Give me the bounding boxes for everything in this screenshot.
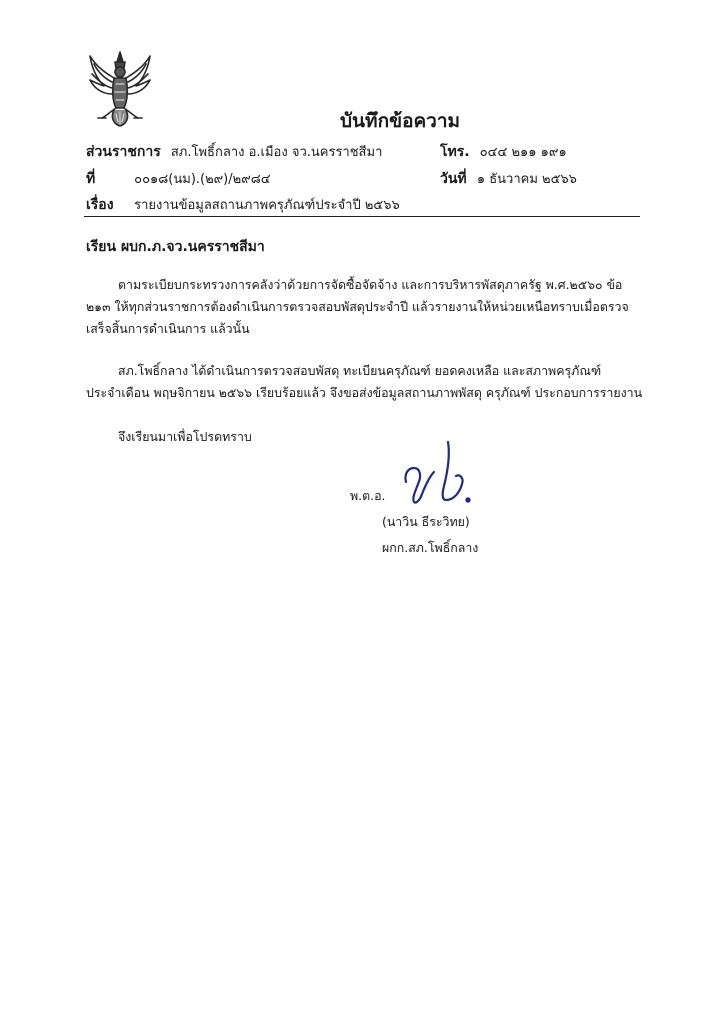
paragraph-1-line-1-text: ตามระเบียบกระทรวงการคลังว่าด้วยการจัดซื้อจัดจ้าง และการบริหารพัสดุภาครัฐ พ.ศ.๒๕๖๐ ข้อ: [118, 277, 623, 292]
reference-value: ๐๐๑๘(นม).(๒๙)/๒๙๘๔: [134, 172, 271, 187]
subject-row: [86, 194, 400, 216]
paragraph-1-line-2: ๒๑๓ ให้ทุกส่วนราชการต้องดำเนินการตรวจสอบพัสดุประจำปี แล้วรายงานให้หน่วยเหนือทราบเมื่อตรวจ: [86, 299, 629, 314]
paragraph-2-line-1: [86, 360, 638, 382]
memo-title: บันทึกข้อความ: [340, 110, 461, 132]
salutation: เรียน ผบก.ภ.จว.นครราชสีมา: [86, 239, 265, 255]
subject-label: เรื่อง: [86, 197, 114, 213]
paragraph-1-line-3: เสร็จสิ้นการดำเนินการ แล้วนั้น: [86, 321, 250, 336]
date-value: ๑ ธันวาคม ๒๕๖๖: [476, 172, 577, 187]
paragraph-1-line-1: [86, 274, 638, 296]
signatory-position: ผกก.สภ.โพธิ์กลาง: [382, 540, 479, 555]
signatory-rank: พ.ต.อ.: [350, 488, 386, 503]
header-divider: [84, 216, 640, 217]
paragraph-2-line-2: ประจำเดือน พฤษจิกายน ๒๕๖๖ เรียบร้อยแล้ว จึงขอส่งข้อมูลสถานภาพพัสดุ ครุภัณฑ์ ประกอบการรายงาน: [86, 385, 643, 400]
reference-label: ที่: [86, 171, 96, 187]
subject-value: รายงานข้อมูลสถานภาพครุภัณฑ์ประจำปี ๒๕๖๖: [134, 198, 400, 213]
agency-label: ส่วนราชการ: [86, 144, 161, 160]
date-row: [440, 168, 577, 190]
phone-label: โทร.: [440, 144, 470, 160]
reference-row: [86, 168, 271, 190]
handwritten-signature: [398, 438, 478, 510]
phone-row: [440, 141, 567, 163]
phone-value: ๐๔๔ ๒๑๑ ๑๙๑: [479, 145, 567, 160]
closing-line: จึงเรียนมาเพื่อโปรดทราบ: [118, 429, 252, 444]
agency-value: สภ.โพธิ์กลาง อ.เมือง จว.นครราชสีมา: [170, 145, 383, 160]
agency-row: [86, 141, 382, 163]
date-label: วันที่: [440, 171, 467, 187]
paragraph-1: [86, 274, 638, 340]
paragraph-2-line-1-text: สภ.โพธิ์กลาง ได้ดำเนินการตรวจสอบพัสดุ ทะเบียนครุภัณฑ์ ยอดคงเหลือ และสภาพครุภัณฑ์: [118, 363, 602, 378]
paragraph-2: [86, 360, 643, 404]
signatory-name: (นาวิน ธีระวิทย): [382, 514, 470, 529]
paragraph-3: [86, 426, 638, 448]
garuda-emblem-icon: [84, 48, 156, 128]
